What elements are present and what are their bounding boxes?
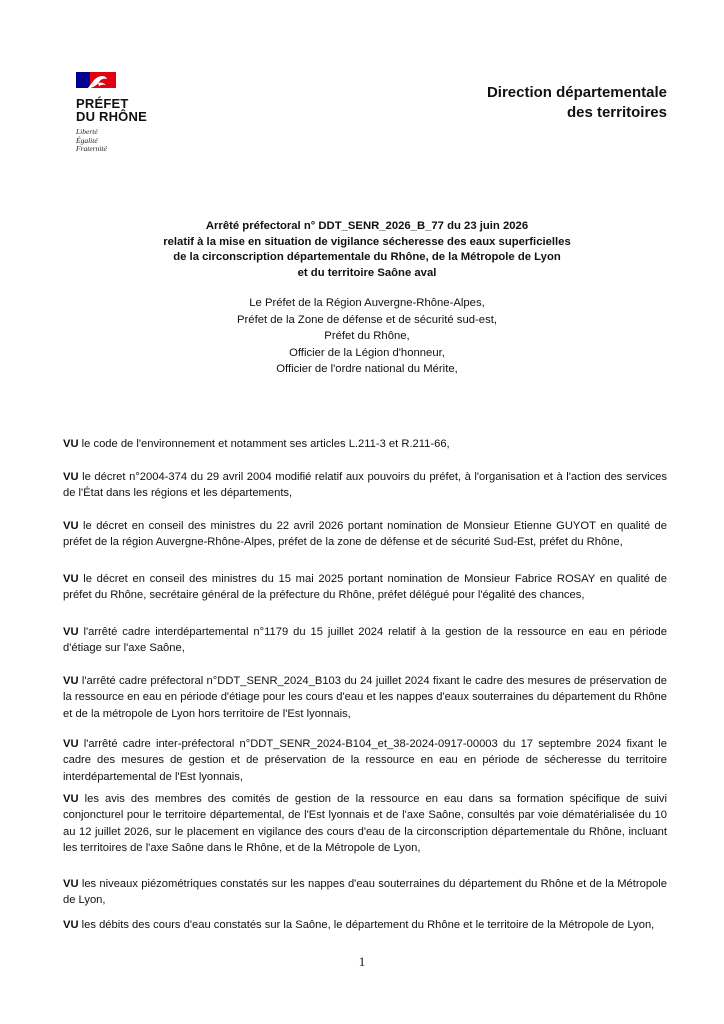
prefect-titles [60,295,674,378]
vu-keyword: VU [63,471,79,483]
vu-paragraph-1 [63,436,667,452]
prefect-title-line5: Officier de l'ordre national du Mérite, [276,363,458,375]
prefect-title-line1: Le Préfet de la Région Auvergne-Rhône-Alpes, [249,297,485,309]
vu-text: les avis des membres des comités de gestion de la ressource en eau dans sa formation spécifique de suivi conjoncturel pour le territoire départemental, de l'Est lyonnais et de l'axe Saône, consultés par voie dématérialisée du 10 au 12 juillet 2026, sur le placement en vigilance des cours d'eau de la circonscription départementale du Rhône, incluant les territoires de l'axe Saône dans le Rhône, et de la Métropole de Lyon, [63,793,667,855]
vu-text: le décret n°2004-374 du 29 avril 2004 modifié relatif aux pouvoirs du préfet, à l'organisation et à l'action des services de l'État dans les régions et les départements, [63,471,667,500]
vu-paragraph-7 [63,736,667,785]
service-name-line1: Direction départementale [486,84,667,101]
vu-text: les niveaux piézométriques constatés sur les nappes d'eau souterraines du département du Rhône et de la Métropole de Lyon, [63,878,667,907]
vu-keyword: VU [63,438,79,450]
vu-keyword: VU [63,626,79,638]
decree-title [60,219,674,281]
motto-egalite: Égalité [76,135,98,145]
vu-paragraph-9 [63,876,667,909]
vu-text: l'arrêté cadre interdépartemental n°1179 du 15 juillet 2024 relatif à la gestion de la ressource en eau en période d'étiage sur l'axe Saône, [63,626,667,655]
vu-paragraph-5 [63,624,667,657]
vu-text: le décret en conseil des ministres du 15 mai 2025 portant nomination de Monsieur Fabrice ROSAY en qualité de préfet du Rhône, secrétaire général de la préfecture du Rhône, préfet délégué pour l'égalité des chances, [63,573,667,602]
vu-paragraph-3 [63,518,667,551]
vu-text: le décret en conseil des ministres du 22 avril 2026 portant nomination de Monsieur Etienne GUYOT en qualité de préfet de la région Auvergne-Rhône-Alpes, préfet de la zone de défense et de sécurité Sud-Est, préfet du Rhône, [63,520,667,549]
motto-liberte: Liberté [76,127,98,136]
marianne-logo-icon [76,71,116,89]
vu-keyword: VU [63,919,79,931]
vu-paragraph-2 [63,469,667,502]
vu-text: le code de l'environnement et notamment ses articles L.211-3 et R.211-66, [78,438,450,450]
motto-fraternite: Fraternité [76,144,107,153]
vu-keyword: VU [63,738,79,750]
decree-title-line2: relatif à la mise en situation de vigilance sécheresse des eaux superficielles [163,235,571,248]
service-name-line2: des territoires [566,104,667,121]
prefecture-logo [76,71,186,154]
vu-keyword: VU [63,573,79,585]
vu-paragraph-4 [63,571,667,604]
logo-text-line2: DU RHÔNE [76,109,147,124]
logo-text-line1: PRÉFET [76,96,129,111]
vu-paragraph-10 [63,917,667,933]
vu-keyword: VU [63,675,79,687]
decree-title-line3: de la circonscription départementale du Rhône, de la Métropole de Lyon [173,251,561,264]
vu-keyword: VU [63,520,79,532]
vu-keyword: VU [63,878,79,890]
vu-text: les débits des cours d'eau constatés sur la Saône, le département du Rhône et le territoire de la Métropole de Lyon, [78,919,655,931]
vu-paragraph-8 [63,791,667,857]
vu-text: l'arrêté cadre inter-préfectoral n°DDT_SENR_2024-B104_et_38-2024-0917-00003 du 17 septembre 2024 fixant le cadre des mesures de gestion et de préservation de la ressource en eau en période de sécheresse du territoire interdépartemental de l'Est lyonnais, [63,738,667,783]
page-number: 1 [358,954,366,969]
vu-text: l'arrêté cadre préfectoral n°DDT_SENR_2024_B103 du 24 juillet 2024 fixant le cadre des mesures de préservation de la ressource en eau en période d'étiage pour les cours d'eau et les nappes d'eaux souterraines du département du Rhône et de la métropole de Lyon hors territoire de l'Est lyonnais, [63,675,667,720]
republic-motto [76,128,186,154]
prefect-title-line3: Préfet du Rhône, [324,330,410,342]
service-header [487,83,667,123]
prefect-title-line2: Préfet de la Zone de défense et de sécurité sud-est, [237,313,497,326]
decree-title-line1: Arrêté préfectoral n° DDT_SENR_2026_B_77 du 23 juin 2026 [205,220,529,232]
prefect-title-line4: Officier de la Légion d'honneur, [289,346,445,359]
decree-title-line4: et du territoire Saône aval [297,266,437,279]
vu-keyword: VU [63,793,79,805]
vu-paragraph-6 [63,673,667,722]
